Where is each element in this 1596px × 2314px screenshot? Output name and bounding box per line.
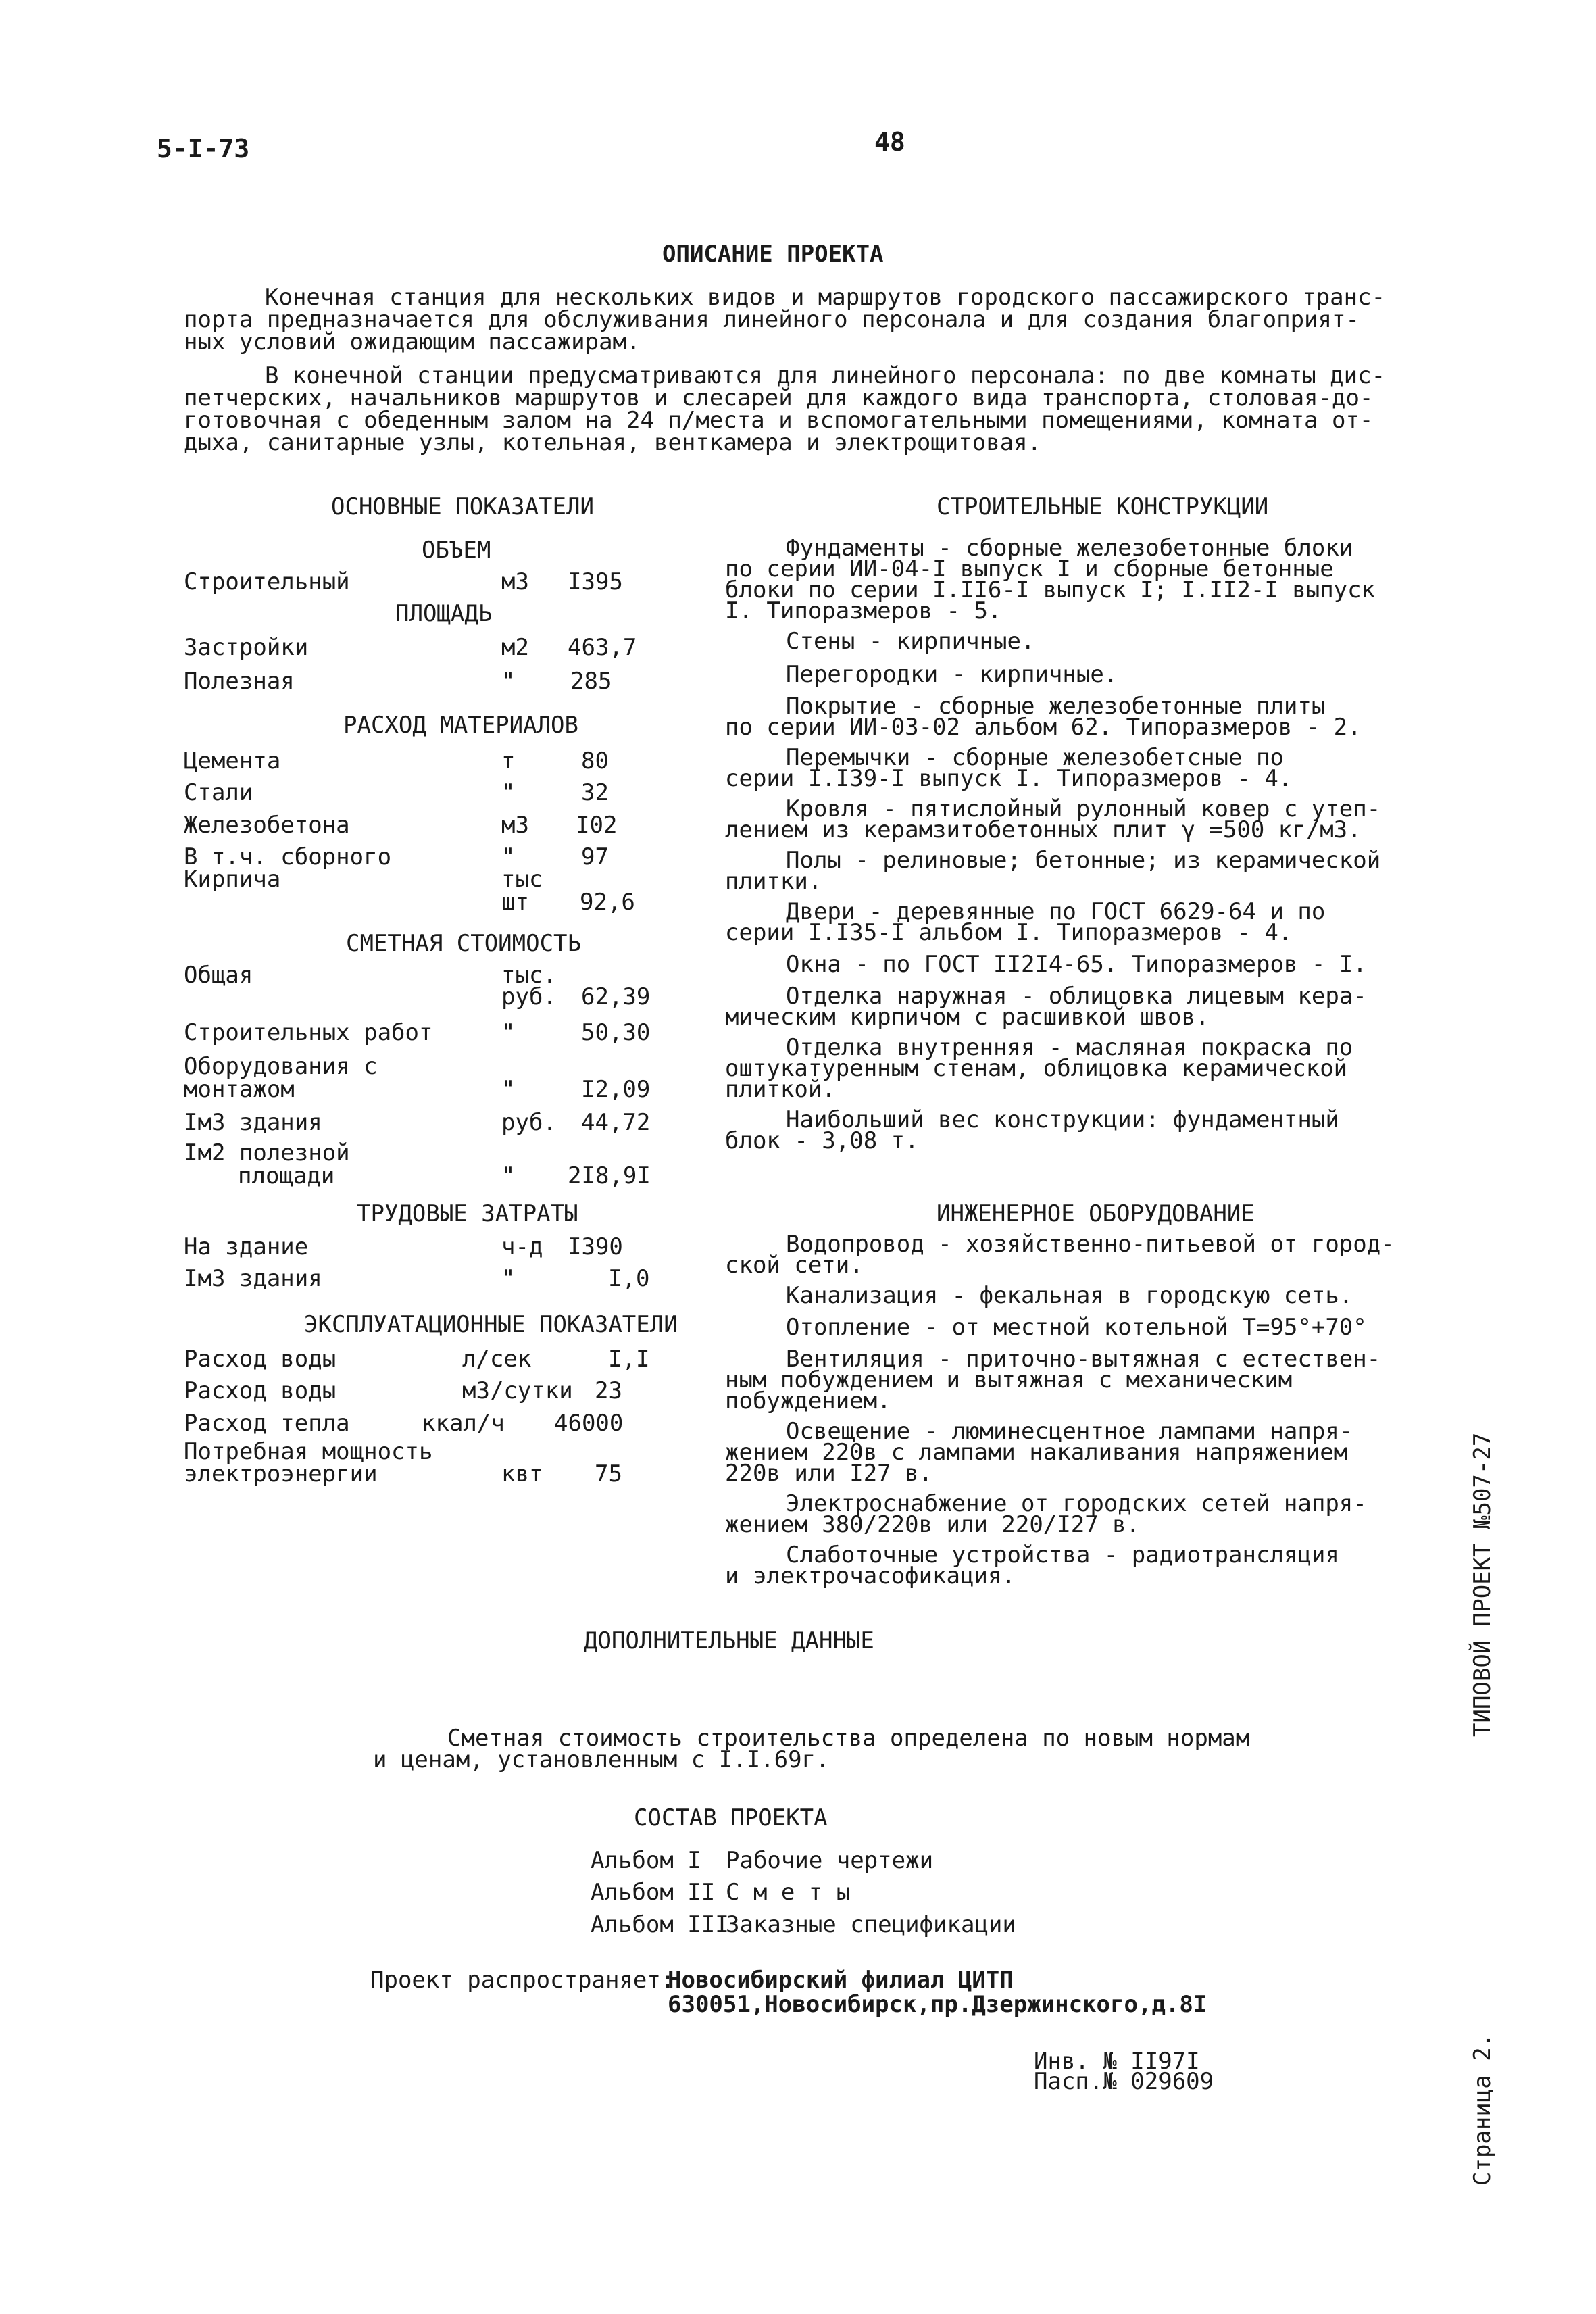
row-value: 23 [595,1377,622,1404]
row-unit: м3 [501,568,529,595]
row-name: Железобетона [184,812,350,839]
additional-line: и ценам, установленным с I.I.69г. [373,1746,830,1773]
table-row [184,963,657,1010]
table-row [184,867,657,914]
album-desc: Рабочие чертежи [726,1847,934,1874]
table-row [184,1235,657,1262]
inventory-number: Инв. № II97I [1034,2048,1200,2075]
construction-line: Окна - по ГОСТ II2I4-65. Типоразмеров - I. [786,951,1367,978]
engineering-line: жением 380/220в или 220/I27 в. [725,1511,1141,1538]
row-name: На здание [184,1233,309,1260]
table-row [184,1439,657,1487]
engineering-item [725,1346,1381,1414]
row-value: I2,09 [581,1076,651,1103]
table-row [184,749,657,776]
row-name: Полезная [184,668,295,695]
construction-line: Двери - деревянные по ГОСТ 6629-64 и по [786,898,1326,925]
construction-line: Полы - релиновые; бетонные; из керамической [786,847,1381,874]
table-row [184,1020,657,1048]
table-row [184,570,657,597]
album-label: Альбом III [591,1911,729,1938]
row-name: Стали [184,779,253,806]
row-unit: " [501,843,516,870]
row-value: 285 [570,668,612,695]
engineering-line: 220в или I27 в. [725,1460,933,1487]
construction-line: Отделка внутренняя - масляная покраска по [786,1034,1353,1061]
engineering-item [725,1314,1374,1341]
page-title: ОПИСАНИЕ ПРОЕКТА [662,241,884,268]
construction-line: Кровля - пятислойный рулонный ковер с утеп- [786,795,1381,822]
row-unit: тыс [501,866,543,893]
row-name-line2: площади [238,1162,335,1189]
construction-item [725,795,1381,843]
construction-line: серии I.I39-I выпуск I. Типоразмеров - 4. [725,765,1293,792]
engineering-item [725,1231,1395,1279]
construction-item [725,847,1381,895]
intro-line: дыха, санитарные узлы, котельная, венткамера и электрощитовая. [184,429,1042,456]
construction-item [725,693,1374,741]
engineering-line: Слаботочные устройства - радиотрансляция [786,1542,1339,1569]
row-unit: м3 [501,812,529,839]
row-unit: тыс. [501,962,557,989]
construction-line: Покрытие - сборные железобетонные плиты [786,693,1326,720]
row-value: 32 [581,779,609,806]
row-unit: ч-д [501,1233,543,1260]
album-row [591,1848,1131,1875]
album-desc: С м е т ы [726,1879,851,1906]
intro-line: В конечной станции предусматриваются для линейного персонала: по две комнаты дис- [265,362,1386,389]
album-row [591,1913,1131,1940]
row-name: Общая [184,962,253,989]
construction-item [725,1034,1374,1103]
construction-line: мическим кирпичом с расшивкой швов. [725,1004,1210,1031]
row-value: 62,39 [581,983,651,1010]
distributor-address: 630051,Новосибирск,пр.Дзержинского,д.8I [668,1991,1207,2018]
engineering-line: побуждением. [725,1387,891,1414]
composition-title: СОСТАВ ПРОЕКТА [634,1804,828,1831]
engineering-line: Отопление - от местной котельной Т=95°+70° [786,1314,1367,1341]
row-name: Iм3 здания [184,1109,322,1136]
intro-line: Конечная станция для нескольких видов и маршрутов городского пассажирского транс- [265,284,1386,311]
table-row [184,1054,657,1102]
row-name: Застройки [184,634,309,661]
construction-line: Перемычки - сборные железобетсные по [786,744,1284,771]
labor-heading: ТРУДОВЫЕ ЗАТРАТЫ [357,1200,578,1227]
row-name: В т.ч. сборного [184,843,392,870]
construction-line: Наибольший вес конструкции: фундаментный [786,1106,1339,1133]
album-label: Альбом II [591,1879,716,1906]
construction-line: плиткой. [725,1076,836,1103]
table-row [184,1379,657,1406]
row-unit-line2: шт [501,889,529,916]
row-value: 97 [581,843,609,870]
distributor-name: Новосибирский филиал ЦИТП [668,1967,1014,1994]
engineering-title: ИНЖЕНЕРНОЕ ОБОРУДОВАНИЕ [937,1200,1255,1227]
engineering-line: Электроснабжение от городских сетей напря- [786,1490,1367,1517]
table-row [184,669,657,696]
construction-line: I. Типоразмеров - 5. [725,597,1002,624]
row-unit: " [501,1265,516,1292]
construction-line: Перегородки - кирпичные. [786,661,1118,688]
additional-text [373,1727,1249,1771]
materials-heading: РАСХОД МАТЕРИАЛОВ [343,712,578,739]
album-label: Альбом I [591,1847,701,1874]
table-row [184,1266,657,1294]
row-name: Оборудования с [184,1053,378,1080]
engineering-line: ской сети. [725,1252,864,1279]
additional-line: Сметная стоимость строительства определена по новым нормам [447,1725,1250,1752]
row-unit: ккал/ч [422,1410,505,1437]
side-project-label: ТИПОВОЙ ПРОЕКТ №507-27 [1469,1432,1496,1737]
row-value: 463,7 [568,634,637,661]
row-name: Потребная мощность [184,1438,433,1465]
album-desc: Заказные спецификации [726,1911,1016,1938]
constructions-title: СТРОИТЕЛЬНЫЕ КОНСТРУКЦИИ [937,493,1269,520]
additional-title: ДОПОЛНИТЕЛЬНЫЕ ДАННЫЕ [584,1627,874,1654]
row-unit: л/сек [462,1346,532,1373]
row-name: Кирпича [184,866,281,893]
engineering-line: Водопровод - хозяйственно-питьевой от город- [786,1231,1395,1258]
row-value: I02 [576,812,618,839]
construction-line: Фундаменты - сборные железобетонные блоки [786,535,1353,562]
document-code: 5-I-73 [157,134,250,164]
passport-number: Пасп.№ 029609 [1034,2068,1214,2095]
row-name: Расход тепла [184,1410,350,1437]
row-name: Iм3 здания [184,1265,322,1292]
table-row [184,1411,657,1438]
cost-heading: СМЕТНАЯ СТОИМОСТЬ [346,930,581,957]
page-number: 48 [874,127,905,157]
engineering-item [725,1282,1374,1309]
engineering-line: Канализация - фекальная в городскую сеть. [786,1282,1353,1309]
row-name-line2: электроэнергии [184,1460,378,1487]
row-value: 46000 [554,1410,624,1437]
construction-item [725,744,1374,792]
construction-line: по серии ИИ-03-02 альбом 62. Типоразмеров - 2. [725,714,1362,741]
row-name: Строительный [184,568,350,595]
row-unit: м3/сутки [462,1377,573,1404]
engineering-line: жением 220в с лампами накаливания напряжением [725,1439,1348,1466]
side-page-label: Страница 2. [1469,2033,1496,2186]
distributor-label: Проект распространяет: [370,1967,675,1994]
row-value: 80 [581,747,609,774]
row-value: 92,6 [580,889,635,916]
construction-line: оштукатуренным стенам, облицовка керамической [725,1055,1348,1082]
row-value: 75 [595,1460,622,1487]
row-name-line2: монтажом [184,1076,295,1103]
row-unit: " [501,668,516,695]
intro-paragraph-1 [184,284,1386,355]
construction-item [725,983,1374,1031]
engineering-item [725,1542,1374,1590]
row-value: I,0 [608,1265,650,1292]
construction-line: плитки. [725,868,822,895]
row-value: 50,30 [581,1019,651,1046]
engineering-item [725,1490,1374,1538]
engineering-item [725,1418,1374,1487]
row-value: I395 [568,568,623,595]
row-value: I390 [568,1233,623,1260]
construction-line: лением из керамзитобетонных плит γ =500 кг/м3. [725,816,1362,843]
row-value: 44,72 [581,1109,651,1136]
engineering-list [725,1231,1395,1590]
table-row [184,635,657,662]
operation-heading: ЭКСПЛУАТАЦИОННЫЕ ПОКАЗАТЕЛИ [304,1311,678,1338]
engineering-line: Освещение - люминесцентное лампами напря- [786,1418,1353,1445]
row-unit: " [501,779,516,806]
engineering-line: и электрочасофикация. [725,1562,1016,1590]
row-name: Строительных работ [184,1019,433,1046]
intro-line: готовочная с обеденным залом на 24 п/места и вспомогательными помещениями, комната от- [184,407,1374,434]
table-row [184,1141,657,1188]
row-name: Цемента [184,747,281,774]
row-unit: т [501,747,516,774]
construction-line: блоки по серии I.II6-I выпуск I; I.II2-I выпуск [725,576,1376,604]
row-unit: м2 [501,634,529,661]
row-unit: квт [501,1460,543,1487]
construction-item [725,898,1374,946]
row-value: I,I [608,1346,650,1373]
construction-line: Стены - кирпичные. [786,628,1035,655]
row-unit: " [501,1162,516,1189]
table-row [184,1347,657,1374]
construction-line: серии I.I35-I альбом I. Типоразмеров - 4. [725,919,1293,946]
table-row [184,1110,657,1137]
construction-line: Отделка наружная - облицовка лицевым кера- [786,983,1367,1010]
intro-line: петчерских, начальников маршрутов и слесарей для каждого вида транспорта, столовая-до- [184,385,1374,412]
table-row [184,781,657,808]
indicators-title: ОСНОВНЫЕ ПОКАЗАТЕЛИ [331,493,594,520]
intro-line: ных условий ожидающим пассажирам. [184,328,641,355]
constructions-list [725,535,1381,1154]
construction-item [725,951,1374,978]
volume-heading: ОБЪЕМ [422,537,491,564]
engineering-line: Вентиляция - приточно-вытяжная с естествен- [786,1346,1381,1373]
album-row [591,1880,1131,1907]
engineering-line: ным побуждением и вытяжная с механическим [725,1367,1293,1394]
construction-item [725,628,1374,655]
row-name: Iм2 полезной [184,1139,350,1166]
construction-item [725,1106,1374,1154]
row-unit-line2: руб. [501,983,557,1010]
construction-line: блок - 3,08 т. [725,1127,919,1154]
intro-line: порта предназначается для обслуживания линейного персонала и для создания благоприят- [184,306,1360,333]
row-name: Расход воды [184,1346,336,1373]
area-heading: ПЛОЩАДЬ [395,600,493,627]
row-unit: руб. [501,1109,557,1136]
table-row [184,813,657,840]
row-unit: " [501,1019,516,1046]
row-value: 2I8,9I [568,1162,651,1189]
construction-item [725,535,1376,624]
row-name: Расход воды [184,1377,336,1404]
construction-line: по серии ИИ-04-I выпуск I и сборные бетонные [725,556,1334,583]
construction-item [725,661,1374,688]
intro-paragraph-2 [184,362,1386,456]
row-unit: " [501,1076,516,1103]
